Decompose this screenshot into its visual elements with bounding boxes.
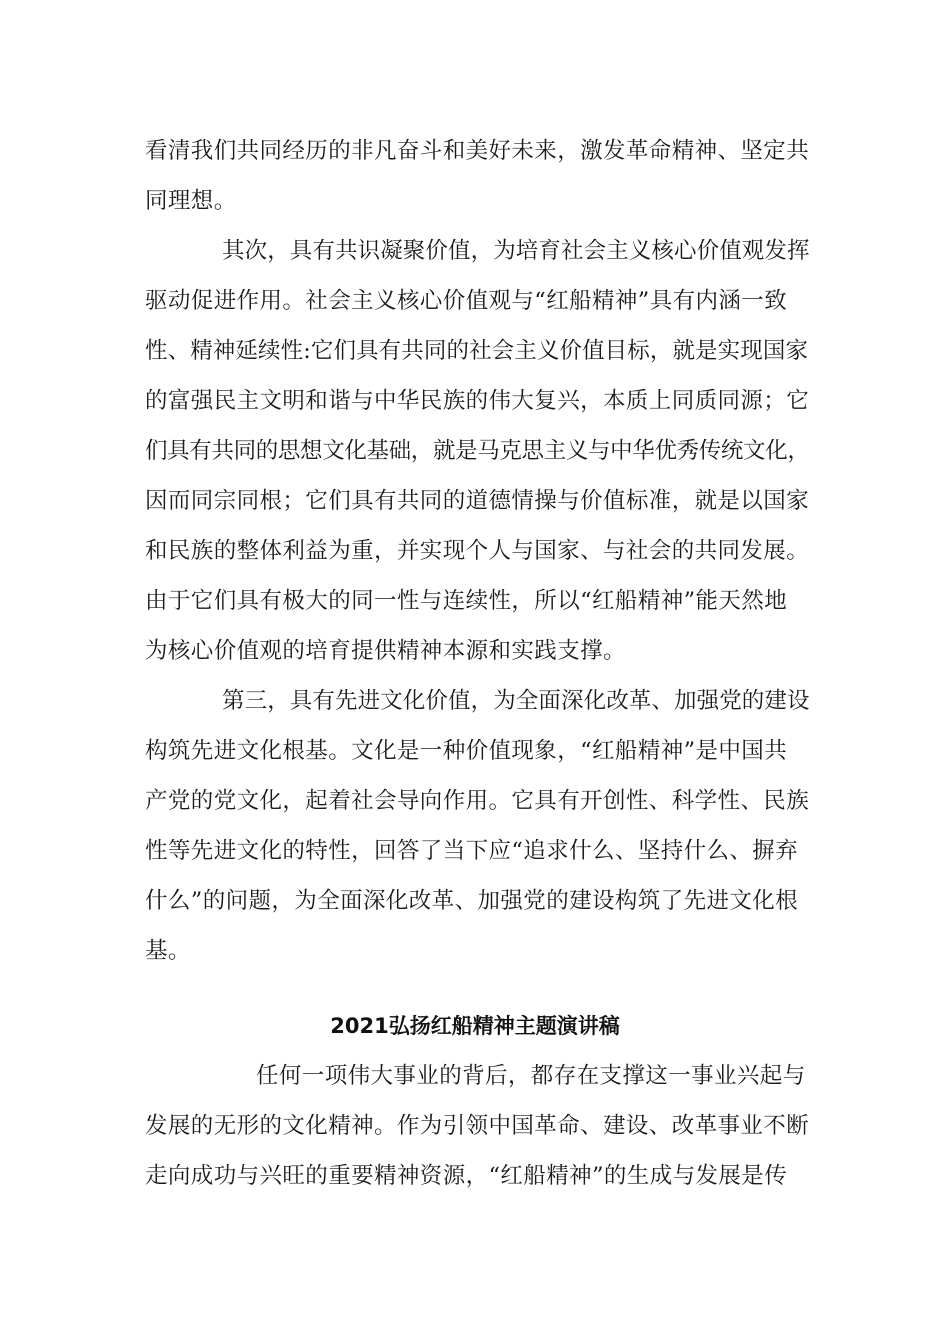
body-line: 同理想。 <box>145 188 237 214</box>
body-line: 走向成功与兴旺的重要精神资源，“红船精神”的生成与发展是传 <box>145 1163 788 1189</box>
body-line: 和民族的整体利益为重，并实现个人与国家、与社会的共同发展。 <box>145 538 810 564</box>
paragraph-start-line: 第三，具有先进文化价值，为全面深化改革、加强党的建设 <box>222 688 810 714</box>
body-line: 驱动促进作用。社会主义核心价值观与“红船精神”具有内涵一致 <box>145 288 788 314</box>
section-title: 2021弘扬红船精神主题演讲稿 <box>330 1014 620 1038</box>
body-line: 什么”的问题，为全面深化改革、加强党的建设构筑了先进文化根 <box>145 888 799 914</box>
paragraph-start-line: 任何一项伟大事业的背后，都存在支撑这一事业兴起与 <box>256 1063 806 1089</box>
body-line: 发展的无形的文化精神。作为引领中国革命、建设、改革事业不断 <box>145 1113 810 1139</box>
body-line: 的富强民主文明和谐与中华民族的伟大复兴，本质上同质同源；它 <box>145 388 810 414</box>
body-line: 构筑先进文化根基。文化是一种价值现象，“红船精神”是中国共 <box>145 738 788 764</box>
paragraph-start-line: 其次，具有共识凝聚价值，为培育社会主义核心价值观发挥 <box>222 238 810 264</box>
body-line: 基。 <box>145 938 191 964</box>
body-line: 因而同宗同根；它们具有共同的道德情操与价值标准，就是以国家 <box>145 488 810 514</box>
body-line: 们具有共同的思想文化基础，就是马克思主义与中华优秀传统文化， <box>145 438 810 464</box>
body-line: 为核心价值观的培育提供精神本源和实践支撑。 <box>145 638 626 664</box>
body-line: 产党的党文化，起着社会导向作用。它具有开创性、科学性、民族 <box>145 788 810 814</box>
body-line: 性等先进文化的特性，回答了当下应“追求什么、坚持什么、摒弃 <box>145 838 799 864</box>
body-line: 由于它们具有极大的同一性与连续性，所以“红船精神”能天然地 <box>145 588 788 614</box>
body-line: 看清我们共同经历的非凡奋斗和美好未来，激发革命精神、坚定共 <box>145 138 810 164</box>
body-line: 性、精神延续性:它们具有共同的社会主义价值目标，就是实现国家 <box>145 338 809 364</box>
